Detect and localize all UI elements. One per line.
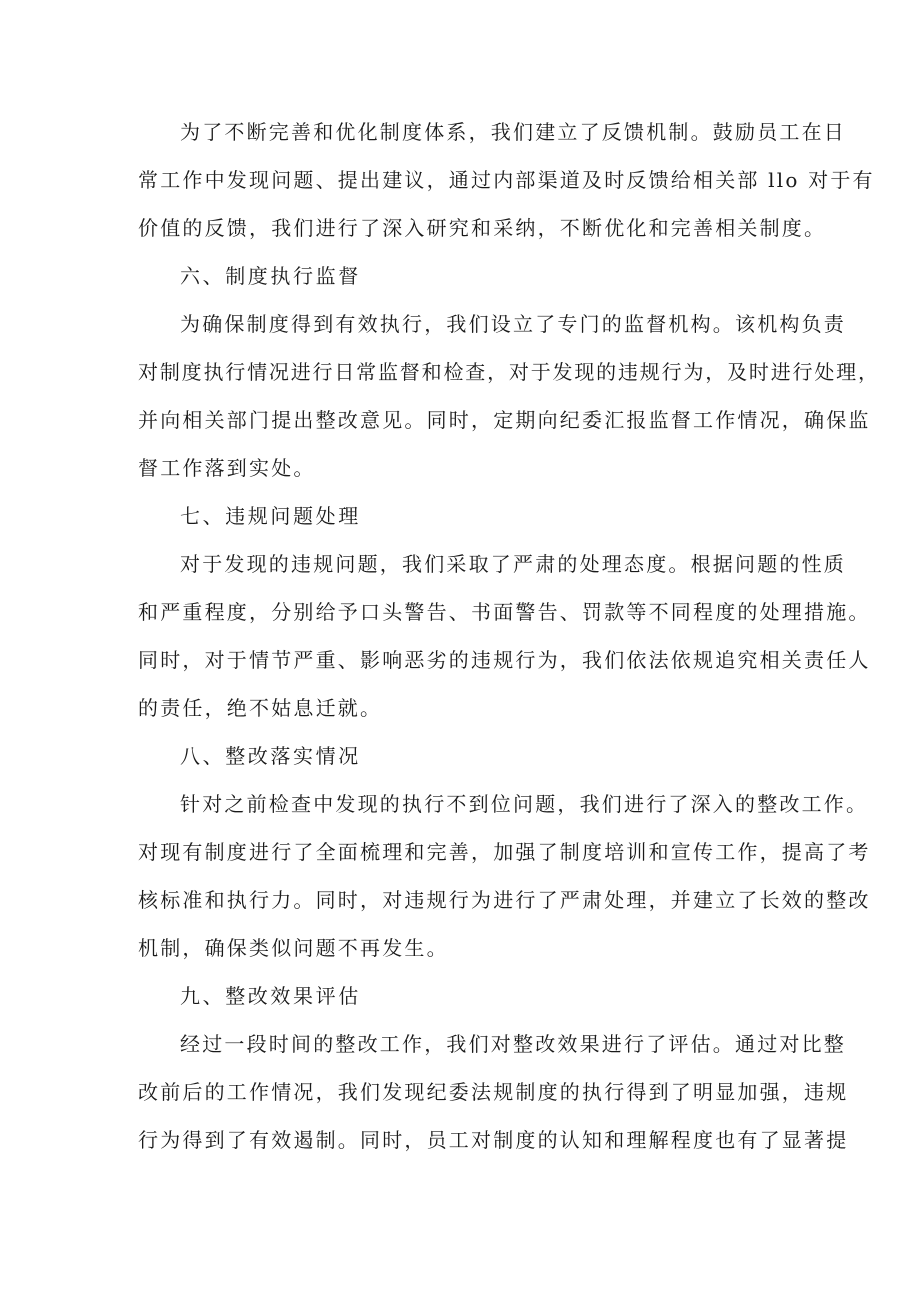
section-8-line-3: 核标准和执行力。同时，对违规行为进行了严肃处理，并建立了长效的整改 <box>138 888 871 912</box>
section-7-heading: 七、违规问题处理 <box>180 504 361 528</box>
section-9-line-2: 改前后的工作情况，我们发现纪委法规制度的执行得到了明显加强，违规 <box>138 1080 849 1104</box>
section-8-line-1: 针对之前检查中发现的执行不到位问题，我们进行了深入的整改工作。 <box>180 792 869 816</box>
section-8-line-4: 机制，确保类似问题不再发生。 <box>138 936 449 960</box>
section-9-line-3: 行为得到了有效遏制。同时，员工对制度的认知和理解程度也有了显著提 <box>138 1128 849 1152</box>
section-8-line-2: 对现有制度进行了全面梳理和完善，加强了制度培训和宣传工作，提高了考 <box>138 840 871 864</box>
section-6-line-1: 为确保制度得到有效执行，我们设立了专门的监督机构。该机构负责 <box>180 312 846 336</box>
section-6-line-3: 并向相关部门提出整改意见。同时，定期向纪委汇报监督工作情况，确保监 <box>138 408 871 432</box>
section-6-heading: 六、制度执行监督 <box>180 264 361 288</box>
section-7-line-3: 同时，对于情节严重、影响恶劣的违规行为，我们依法依规追究相关责任人 <box>138 648 871 672</box>
section-9-line-1: 经过一段时间的整改工作，我们对整改效果进行了评估。通过对比整 <box>180 1032 846 1056</box>
section-7-line-1: 对于发现的违规问题，我们采取了严肃的处理态度。根据问题的性质 <box>180 552 846 576</box>
section-6-line-4: 督工作落到实处。 <box>138 456 316 480</box>
paragraph-feedback-line-3: 价值的反馈，我们进行了深入研究和采纳，不断优化和完善相关制度。 <box>138 216 827 240</box>
paragraph-feedback-line-1: 为了不断完善和优化制度体系，我们建立了反馈机制。鼓励员工在日 <box>180 120 846 144</box>
section-9-heading: 九、整改效果评估 <box>180 984 361 1008</box>
section-7-line-4: 的责任，绝不姑息迁就。 <box>138 696 383 720</box>
section-7-line-2: 和严重程度，分别给予口头警告、书面警告、罚款等不同程度的处理措施。 <box>138 600 871 624</box>
section-8-heading: 八、整改落实情况 <box>180 744 361 768</box>
paragraph-feedback-line-2: 常工作中发现问题、提出建议，通过内部渠道及时反馈给相关部 llo 对于有 <box>138 168 875 192</box>
section-6-line-2: 对制度执行情况进行日常监督和检查，对于发现的违规行为，及时进行处理， <box>138 360 880 384</box>
